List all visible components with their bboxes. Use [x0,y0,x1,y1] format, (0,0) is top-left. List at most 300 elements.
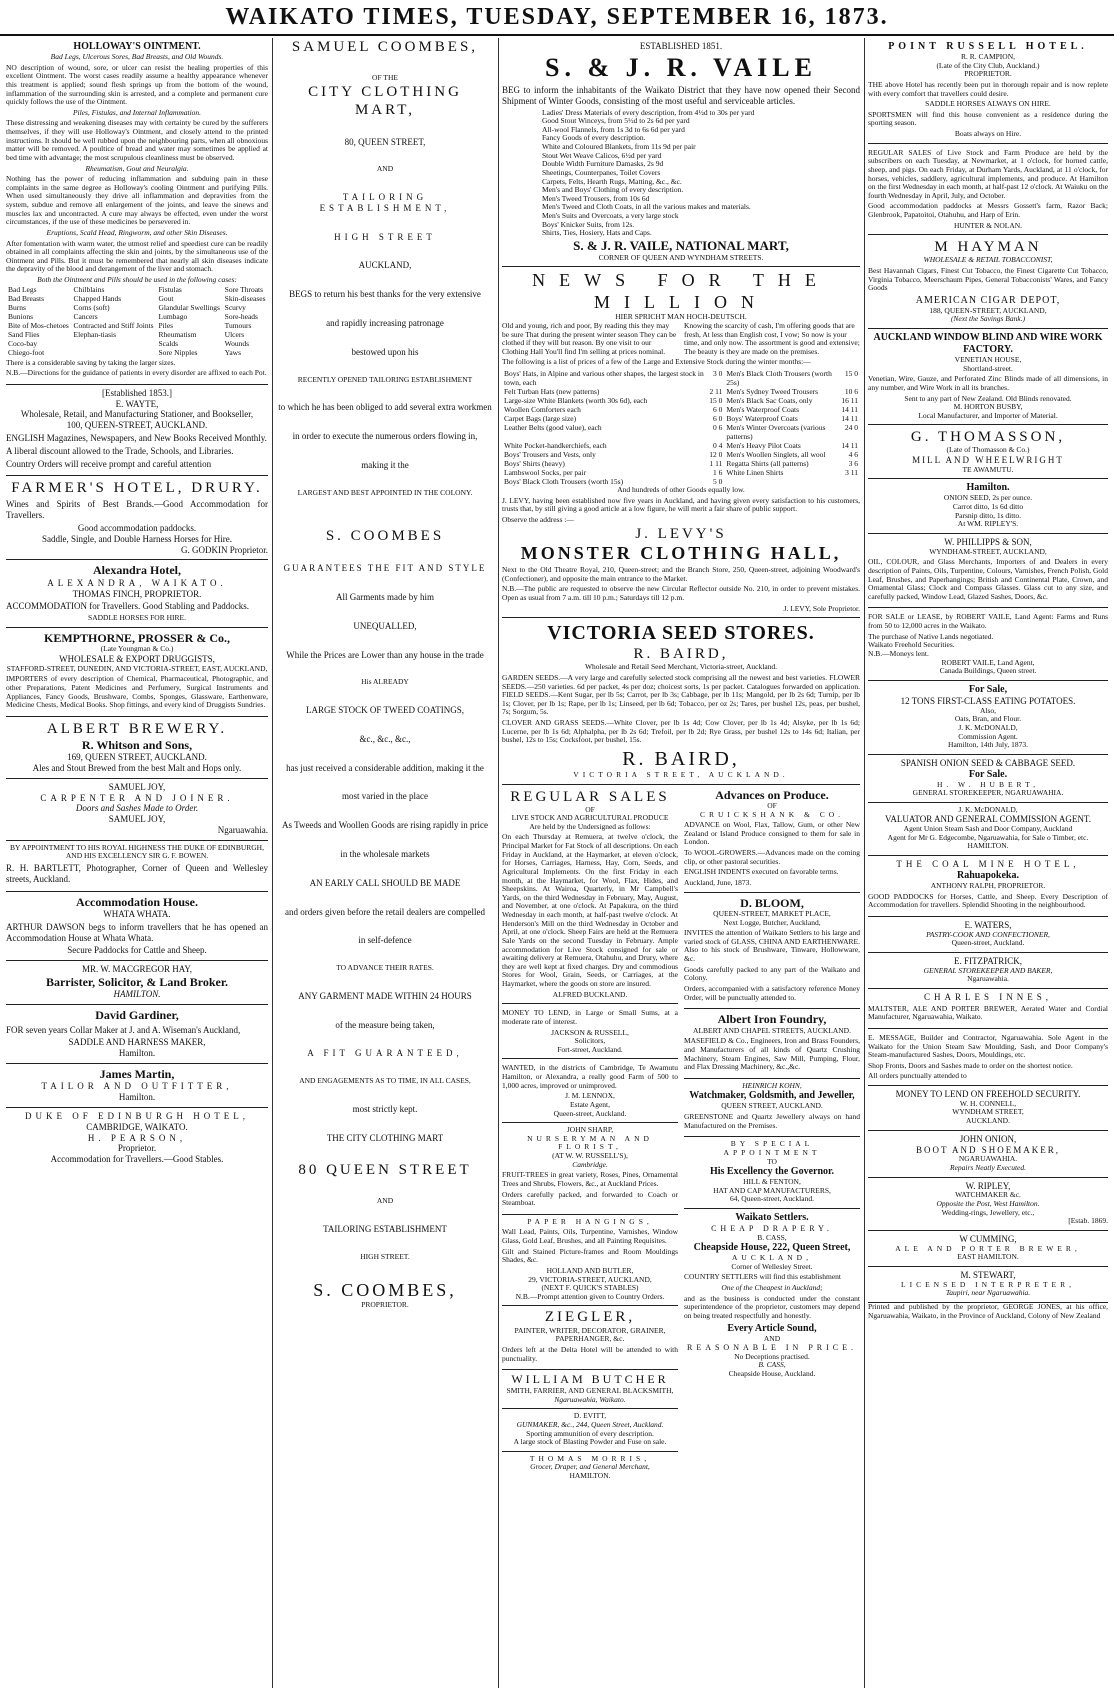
ad-est: [Established 1853.] [102,387,172,398]
ad-text: There is a considerable saving by taking the larger sizes. [6,357,176,367]
coombes-text: UNEQUALLED, [353,620,417,631]
edinburgh-hotel-ad [6,1108,268,1169]
ad-city: AUCKLAND. [966,1116,1010,1126]
coombes-heading: CITY CLOTHING MART, [308,83,462,118]
vaile-item: Carpets, Felts, Hearth Rugs, Matting, &c., &c. [542,176,682,186]
ad-text: SPORTSMEN will find this house convenient as a residence during the sporting season. [868,109,1108,128]
point-russell-ad [868,38,1108,144]
ailment-cell: Bad Legs [8,284,37,294]
price-value: 3 11 [845,468,858,478]
column-rule [864,38,865,1688]
ad-desc: PAINTER, WRITER, DECORATOR, GRAINER, PAPERHANGER, &c. [514,1325,666,1344]
coombes-text: HIGH STREET [334,231,436,242]
price-row [502,450,860,459]
ad-subheading: Eruptions, Scald Head, Ringworm, and other Skin Diseases. [46,227,228,237]
ad-heading: For Sale, [968,683,1008,695]
ad-city: AUCKLAND, [732,1253,812,1263]
ad-sub: Next Logge, Butcher, Auckland, [723,917,821,927]
ad-address: Corner of Wellesley Street. [731,1261,813,1271]
ad-text: INVITES the attention of Waikato Settlers to his large and varied stock of GLASS, CHINA AND EARTHENWARE. Also to his stock of Brushware, Tinware, Hollowware, &c. [684,928,860,964]
ad-heading: AUCKLAND WINDOW BLIND AND WIRE WORK FACTORY. [873,332,1103,355]
ad-heading: REGULAR SALES [510,788,670,805]
coombes-text: All Garments made by him [336,592,434,603]
coombes-text: most varied in the place [342,791,428,802]
ad-name: VENETIAN HOUSE, [954,355,1022,364]
holloway-ad [6,38,268,385]
coombes-text: AND [376,164,394,174]
blind-factory-ad [868,329,1108,425]
ad-name: H. PEARSON, [87,1132,187,1143]
ad-signature: HUNTER & NOLAN. [953,220,1023,230]
ad-signature: M. HORTON BUSBY, [953,402,1023,412]
ailment-cell: Glandular Swellings [158,302,220,312]
ad-text: OF [767,800,777,810]
hunter-nolan-ad [868,144,1108,236]
ad-name: CRUICKSHANK & CO. [699,809,845,819]
ad-proprietor: THOMAS FINCH, PROPRIETOR. [72,588,202,599]
ad-text: GREENSTONE and Quartz Jewellery always on hand Manufactured on the Premises. [684,1112,860,1130]
ad-text: MASEFIELD & Co., Engineers, Iron and Brass Founders, and Manufacturers of all kinds of Quartz Crushing Machinery, Steam Engines, Saw Mill, Pumping, Flour, and Flax Dressing Machinery, &c.,&c. [684,1036,860,1072]
ad-text: Also, [979,705,997,715]
price-item: Carpet Bags (large size) [504,414,577,424]
masthead [0,0,1114,36]
ailment-cell [72,339,157,348]
ailments-table [6,285,268,357]
price-item: White Pocket-handkerchiefs, each [504,441,607,451]
ad-text: Secure Paddocks for Cattle and Sheep. [67,945,207,956]
price-item: Boys' Hats, in Alpine and various other shapes, the largest stock in town, each [504,369,704,388]
ad-text: N.B.—Directions for the guidance of patients in every disorder are affixed to each Pot. [6,368,267,378]
ad-name: J. K. McDONALD, [958,722,1018,732]
ad-text: Wedding-rings, Jewellery, etc., [941,1207,1035,1217]
ad-heading: D. BLOOM, [740,895,804,910]
fenton-ad [684,1137,860,1209]
ad-name: J. K. McDONALD, [958,804,1018,814]
seed-stores-ad [502,618,860,784]
ad-text: CLOVER AND GRASS SEEDS.—White Clover, per lb 1s 4d; Cow Clover, per lb 1s 4d; Alsyke, per lb 1s 6d; Lucerne, per lb 1s 6d; Alphalpha, per lb 2s 6d; Trefoil, per lb 2d; Rye Grass, per bushel 12s to 14s 6d; Italian, per bushel, 12s to 15s; Cocksfoot, per bushel, 15s. [502,718,860,745]
price-item: Large-size White Blankets (worth 30s 6d), each [504,396,648,406]
ad-text: Sent to any part of New Zealand. Old Blinds renovated. [904,393,1072,403]
ad-name: J. LEVY'S [635,525,727,542]
vaile-item: Men's Suits and Overcoats, a very large stock [542,211,679,221]
price-value: 12 0 [709,450,723,460]
price-value [839,477,860,486]
ad-est: [Estab. 1869. [1068,1216,1108,1226]
ad-heading: CHARLES INNES, [923,991,1052,1002]
coombes-heading: AN EARLY CALL SHOULD BE MADE [309,877,461,888]
ailment-cell: Yaws [224,347,241,357]
price-value: 3 6 [848,459,858,469]
ad-place: Ngaruawahia. [217,824,268,835]
price-value: 24 0 [844,423,858,433]
price-item: Men's Black Sac Coats, only [726,396,813,406]
ad-text: N.B.—Prompt attention given to Country Orders. [515,1291,665,1301]
price-row [502,459,860,468]
ad-name: SAMUEL JOY, [108,781,166,792]
ad-place: ALEXANDRA, WAIKATO. [47,577,227,588]
ailment-cell: Corns (soft) [73,302,110,312]
coombes-text: and orders given before the retail dealers are compelled [285,906,485,917]
price-item: Regatta Shirts (all patterns) [726,459,809,469]
ad-heading: NEWS FOR THE MILLION [532,270,830,312]
stewart-ad [868,1267,1108,1303]
vaile-item: Fancy Goods of every description. [542,133,646,143]
ad-address: 188, QUEEN-STREET, AUCKLAND, [929,305,1047,315]
ad-desc: Wholesale and Retail Seed Merchant, Victoria-street, Auckland. [584,662,778,672]
ad-sub: Are held by the Undersigned as follows: [529,821,651,831]
coombes-text: OF THE [372,73,398,82]
ad-text: Country Orders will receive prompt and careful attention [6,458,212,469]
coombes-heading: GUARANTEES THE FIT AND STYLE [283,563,487,574]
ad-heading: E. FITZPATRICK, [954,955,1022,966]
ad-heading: Alexandra Hotel, [93,563,181,578]
ad-text: ADVANCE on Wool, Flax, Tallow, Gum, or other New Zealand or Island Produce consigned to them for sale in London. [684,820,860,847]
ailment-cell: Lumbago [158,311,188,321]
ad-desc: HAT AND CAP MANUFACTURERS, [713,1185,831,1195]
ad-place: Hamilton. [118,1048,156,1059]
ad-address: QUEEN-STREET, MARKET PLACE, [713,908,831,918]
price-value: 4 6 [848,450,858,460]
coombes-text: AUCKLAND, [358,260,412,271]
hayman-ad [868,235,1108,329]
ad-desc: GENERAL STOREKEEPER, NGARUAWAHIA. [912,788,1064,798]
ad-text: Every Article Sound, [727,1322,817,1334]
vaile-item: Shirts, Ties, Hosiery, Hats and Caps. [542,228,652,238]
ad-heading: M HAYMAN [934,239,1042,256]
ad-verse: Old and young, rich and poor, By reading this they may be sure That during the present winter season They can be clothed if they will but reason. By one visit to our Clothing Hall You'll find I'm selling at prices nominal. [502,320,677,356]
ad-text: Carrot ditto, 1s 6d ditto [952,502,1024,512]
ad-text: Observe the address :— [502,514,574,524]
coombes-text: BEGS to return his best thanks for the very extensive [289,289,481,300]
ad-text: Repairs Neatly Executed. [949,1162,1026,1172]
ailment-cell: Sore-heads [224,311,258,321]
ad-shop: Cheapside House, 222, Queen Street, [693,1242,851,1254]
ad-text: ENGLISH Magazines, Newspapers, and New Books Received Monthly. [6,433,267,444]
ad-sub: (NEXT F. QUICK'S STABLES) [541,1283,639,1293]
ailment-cell: Bite of Mos-chetoes [8,320,69,330]
column-rule [272,38,273,1688]
ad-desc: WHOLESALE & EXPORT DRUGGISTS, [59,653,215,664]
vaile-item: Men's and Boys' Clothing of every description. [542,185,684,195]
coombes-text: TO ADVANCE THEIR RATES. [336,963,434,973]
ad-text: REASONABLE IN PRICE. [686,1343,857,1353]
price-value: 1 11 [709,459,723,469]
ad-text: ONION SEED, 2s per ounce. [943,493,1033,503]
ad-address: VICTORIA STREET, AUCKLAND. [573,769,789,779]
ad-heading: His Excellency the Governor. [709,1166,835,1178]
ad-subheading: Rheumatism, Gout and Neuralgia. [85,163,189,173]
ad-place: Cambridge. [572,1159,608,1169]
macgregor-ad [6,961,268,1005]
ad-text: Shop Fronts, Doors and Sashes made to order on the shortest notice. [868,1060,1073,1070]
sharp-ad [502,1123,678,1215]
ailment-cell: Wounds [224,338,250,348]
ad-text: ENGLISH INDENTS executed on favorable terms. [684,867,839,877]
coombes-text: bestowed upon his [351,346,419,357]
ad-heading: For Sale. [968,768,1008,780]
ad-text: A large stock of Blasting Powder and Fuse on sale. [513,1437,667,1447]
ailment-cell: Piles [158,320,174,330]
ad-heading: ZIEGLER, [544,1309,636,1326]
ad-text: Doors and Sashes Made to Order. [75,803,199,814]
ad-heading: POINT RUSSELL HOTEL. [888,41,1088,52]
ailment-cell: Chapped Hands [73,293,122,303]
column-2 [276,38,494,1688]
coombes-text: HIGH STREET. [360,1251,410,1261]
price-value: 10 6 [844,387,858,397]
albert-brewery-ad [6,717,268,779]
ad-name: J. M. LENNOX, [565,1091,615,1101]
price-value: 6 0 [712,405,723,415]
ad-depot: AMERICAN CIGAR DEPOT, [915,294,1061,306]
ad-text: Good accommodation paddocks at Messrs Gossett's farm, Razor Back; Glenbrook, Papatoitoi, Otahuhu, and Harp of Erin. [868,201,1108,219]
ad-place: HAMILTON. [569,1471,611,1480]
ailment-cell: Scurvy [224,302,246,312]
ailments-row [6,303,268,312]
ailment-cell: Bad Breasts [8,293,45,303]
butcher-ad [502,1370,678,1409]
whata-ad [6,892,268,962]
ailments-row [6,294,268,303]
price-value: 3 0 [712,369,723,379]
ad-desc: Grocer, Draper, and General Merchant, [530,1462,650,1472]
ad-name: R. BAIRD, [633,646,729,663]
ailment-cell: Sand Flies [8,329,40,339]
ad-heading: THE COAL MINE HOTEL, [896,859,1080,870]
ailment-cell: Ulcers [224,329,245,339]
ad-name: JOHN SHARP, [566,1125,614,1135]
ad-desc: ALE AND PORTER BREWER, [895,1243,1081,1253]
ad-heading: VALUATOR AND GENERAL COMMISSION AGENT. [885,814,1091,825]
ad-text: Wall Lead, Paints, Oils, Turpentine, Varnishes, Window Glass, Gold Leaf, Brushes, and all Painting Requisites. [502,1227,678,1246]
ad-text: The following is a list of prices of a few of the Large and Extensive Stock during the winter months:— [502,357,811,367]
ailments-row [6,321,268,330]
ad-name: HOLLAND AND BUTLER, [546,1265,634,1275]
ailments-row [6,339,268,348]
price-row [502,387,860,396]
ad-signature: SAMUEL JOY, [108,814,166,825]
ripley-watch-ad [868,1178,1108,1231]
ad-address: Queen-street, Auckland. [553,1108,627,1118]
ad-address: 169, QUEEN STREET, AUCKLAND. [67,752,207,763]
ad-heading: W. PHILLIPPS & SON, [944,536,1032,547]
ailment-cell: Contracted and Stiff Joints [73,320,154,330]
ad-heading: Albert Iron Foundry, [717,1012,827,1027]
ad-text: Wines and Spirits of Best Brands.—Good Accommodation for Travellers. [6,499,268,521]
ad-signature: ALFRED BUCKLAND. [552,989,628,999]
ad-text: MALTSTER, ALE AND PORTER BREWER, Aerated Water and Cordial Manufacturer, Ngaruawahia, Waikato. [868,1003,1108,1022]
ad-subheading: Bad Legs, Ulcerous Sores, Bad Breasts, and Old Wounds. [50,52,224,61]
ad-heading: James Martin, [99,1066,175,1081]
ad-text: All orders punctually attended to [868,1071,967,1081]
ad-desc: Solicitors, [574,1036,606,1046]
ad-place: HAMILTON. [967,841,1009,851]
coombes-signature: S. COOMBES, [313,1279,457,1300]
ad-name: M. STEWART, [960,1269,1016,1280]
ad-text: Saddle, Single, and Double Harness Horses for Hire. [42,533,232,544]
ad-date: Hamilton, 14th July, 1873. [948,740,1028,750]
evitt-ad [502,1409,678,1452]
coal-mine-hotel-ad [868,856,1108,917]
price-value: 14 11 [841,441,858,451]
fitzpatrick-ad [868,953,1108,989]
ad-subheading: Both the Ointment and Pills should be used in the following cases: [37,275,237,284]
waters-ad [868,917,1108,953]
ad-heading: VICTORIA SEED STORES. [547,622,815,645]
price-item: Boys' Shirts (heavy) [504,459,565,469]
ad-desc: LIVE STOCK AND AGRICULTURAL PRODUCE [511,813,669,823]
bartlett-ad [6,841,268,892]
vaile-item: Stout Wet Weave Calicos, 6½d per yard [542,150,662,160]
ad-place: EAST HAMILTON. [957,1252,1019,1262]
coombes-text: A FIT GUARANTEED, [307,1048,463,1059]
ad-address: 29, VICTORIA-STREET, AUCKLAND, [528,1274,652,1284]
ad-name: THOMAS MORRIS, [529,1453,651,1463]
vaile-item: Men's Tweed Trousers, from 10s 6d [542,193,650,203]
ad-name: JOHN ONION, [959,1133,1017,1144]
ailment-cell: Coco-bay [8,338,38,348]
ad-desc: PASTRY-COOK AND CONFECTIONER, [926,929,1050,939]
ad-text: Boats always on Hire. [954,129,1022,138]
connell-ad [868,1086,1108,1131]
ad-title: MILL AND WHEELWRIGHT [912,455,1064,465]
coombes-text: PROPRIETOR. [361,1300,409,1310]
ailment-cell: Tumours [224,320,252,330]
martin-ad [6,1064,268,1108]
price-value: 16 11 [841,396,858,406]
ad-text: REGULAR SALES of Live Stock and Farm Produce are held by the subscribers on each Tuesday, at Newmarket, at 1 o'clock, for horned cattle, sheep, and pigs. On each Friday, at Durham Yards, Auckland, at 11 o'clock, for horses, vehicles, saddlery, agricultural implements, and produce. At Hamilton on the first Wednesday in each month, at half-past 12 o'clock. At Waiuku on the fourth Wednesday in April, July, and October. [868,147,1108,200]
ad-text: Sporting ammunition of every description. [526,1428,654,1438]
ad-text: Agent Union Steam Sash and Door Company, Auckland [903,824,1073,834]
ad-address: Fort-street, Auckland. [557,1044,623,1054]
hubert-ad [868,755,1108,803]
ad-signature: ROBERT VAILE, Land Agent, [941,657,1035,667]
ad-heading: Barrister, Solicitor, & Land Broker. [45,974,229,989]
ailment-cell: Fistulas [158,284,182,294]
ad-desc: GUNMAKER, &c., 244, Queen Street, Auckland. [516,1419,664,1429]
price-item: Boys' Trousers and Vests, only [504,450,596,460]
ad-place: WHATA WHATA. [103,908,171,919]
ad-desc: SMITH, FARRIER, AND GENERAL BLACKSMITH, [506,1386,674,1395]
column-4 [868,38,1108,1688]
vaile-item: Good Stout Winceys, from 5½d to 2s 6d per yard [542,116,690,126]
levy-ad [502,267,860,618]
ad-address: ALBERT AND CHAPEL STREETS, AUCKLAND. [693,1025,851,1035]
ad-signature: G. GODKIN Proprietor. [181,544,268,555]
price-item: Men's Waterproof Coats [726,405,800,415]
coombes-text: has just received a considerable addition, making it the [286,762,484,773]
ad-text: SADDLE HORSES FOR HIRE. [88,613,186,623]
price-row [502,414,860,423]
ad-heading: NURSERYMAN AND FLORIST, [527,1133,653,1152]
ad-address: STAFFORD-STREET, DUNEDIN, AND VICTORIA-STREET, EAST, AUCKLAND, [6,663,268,673]
ad-desc: LICENSED INTERPRETER, [901,1279,1075,1289]
coombes-heading: S. COOMBES [325,528,445,545]
coombes-text: TAILORING ESTABLISHMENT [323,1224,447,1235]
coombes-heading: TAILORING ESTABLISHMENT, [319,192,451,213]
ad-heading: CARPENTER AND JOINER. [40,792,234,803]
column-3 [502,38,860,1688]
ad-text: Best Havannah Cigars, Finest Cut Tobacco, the Finest Cigarette Cut Tobacco, Virginia Tobacco, Meerschaum Pipes, General Tobacconists' Wares, and Fancy Goods [868,265,1108,293]
coombes-text: AND ENGAGEMENTS AS TO TIME, IN ALL CASES, [299,1076,471,1086]
lennox-ad [502,1059,678,1123]
price-value: 14 11 [841,405,858,415]
ad-text: MONEY TO LEND, in Large or Small Sums, at a moderate rate of interest. [502,1008,678,1026]
price-item: Men's Black Cloth Trousers (worth 25s) [726,369,832,388]
ad-text: FOR SALE or LEASE, by ROBERT VAILE, Land Agent: Farms and Runs from 50 to 12,000 acres in the Waikato. [868,612,1108,631]
ad-heading: Accommodation House. [76,894,198,909]
ad-proprietor: ANTHONY RALPH, PROPRIETOR. [930,880,1046,890]
ad-text: Good accommodation paddocks. [77,523,197,534]
ad-text: Oats, Bran, and Flour. [954,714,1022,724]
coombes-heading: LARGE STOCK OF TWEED COATINGS, [306,705,464,716]
coombes-text: making it the [361,459,409,470]
bloom-ad [684,893,860,1010]
coombes-text: ANY GARMENT MADE WITHIN 24 HOURS [298,990,472,1001]
ad-text: J. LEVY, having been established now five years in Auckland, and having given every satisfaction to his customers, trusts that, by still giving a good article at a low figure, he will merit a fair share of public support. [502,495,860,514]
price-item: Men's Sydney Tweed Trousers [726,387,819,397]
ad-verse: Knowing the scarcity of cash, I'm offering goods that are fresh, At less than English cost, I vow; So now is your time, and only now. The assortment is good and extensive; The beauty is they are made on the premises. [684,320,860,356]
price-row [502,441,860,450]
ad-text: Nothing has the power of reducing inflammation and subduing pain in these complaints in the same degree as Holloway's cooling Ointment and purifying Pills. When used simultaneously they drive all inflammation and depravities from the system, subdue and remove all enlargement of the joints, and leave the sinews and muscles lax and uncontracted. A cure may always be effected, even under the worst circumstances, if the use of these medicines be persevered in. [6,174,268,227]
ad-text: FOR seven years Collar Maker at J. and A. Wiseman's Auckland, [6,1024,241,1035]
coombes-text: 80, QUEEN STREET, [344,136,426,147]
ad-text: Orders carefully packed, and forwarded to Coach or Steamboat. [502,1189,678,1208]
kempthorne-ad [6,628,268,717]
ad-text: GARDEN SEEDS.—A very large and carefully selected stock comprising all the newest and best varieties. FLOWER SEEDS.—250 varieties. 6d per packet, 4s per doz; choicest sorts, 1s per packet. Catalogues forwarded on application. FIELD SEEDS.—Kent Sugar, per lb 5s; Carrot, per lb 3s; Cabbage, per lb 11s; Mangold, per lb 2s 6d; Turnip, per lb 1s; Clover, per lb 1s; Rape, per lb 1s; Linseed, per lb 6d; Tobacco, per oz 2s; Tares, per bushel 12s, peas, per bushel, 7s; Sorgum, 5s. [502,672,860,717]
buckland-ad [502,785,678,1005]
ad-address: Cheapside House, Auckland. [728,1369,816,1379]
ad-desc: Wholesale, Retail, and Manufacturing Stationer, and Bookseller, [20,409,254,420]
ad-text: COUNTRY SETTLERS will find this establishment [684,1272,842,1282]
ad-heading: G. THOMASSON, [910,429,1066,446]
price-value: 5 0 [712,477,723,487]
ad-name: R. Whitson and Sons, [81,737,193,752]
ad-heading: WILLIAM BUTCHER [511,1372,669,1387]
ad-text: These distressing and weakening diseases may with certainty be cured by the sufferers themselves, if they will use Holloway's Ointment, and closely attend to the printed instructions. It should be well rubbed upon the neighbouring parts, when all obnoxious matter will be removed. A poultice of bread and water may sometimes be applied at bed time with advantage; the most scrupulous cleanliness must be observed. [6,118,268,162]
ad-text: FRUIT-TREES in great variety, Roses, Pines, Ornamental Trees and Shrubs, Flowers, &c., at Auckland Prices. [502,1170,678,1188]
ad-heading: David Gardiner, [95,1008,179,1023]
ad-desc: WHOLESALE & RETAIL TOBACCONIST, [923,255,1053,265]
ad-text: ACCOMMODATION for Travellers. Good Stabling and Paddocks. [6,601,249,612]
ad-name: H. W. HUBERT, [936,779,1040,789]
ad-text: and as the business is conducted under the constant superintendence of the proprietor, customers may depend on being treated respectfully and honestly. [684,1293,860,1320]
ailments-row [6,348,268,357]
coombes-text: RECENTLY OPENED TAILORING ESTABLISHMENT [297,374,473,384]
ailment-cell: Bunions [8,311,34,321]
ad-text: GOOD PADDOCKS for Horses, Cattle, and Sheep. Every Description of Accommodation for travellers. Splendid Shooting in the neighbourhood. [868,891,1108,910]
vaile-item: Men's Tweed and Cloth Coats, in all the various makes and materials. [542,202,751,212]
ad-heading: HOLLOWAY'S OINTMENT. [73,41,201,52]
price-row [502,396,860,405]
ad-text: SADDLE HORSES ALWAYS ON HIRE. [925,99,1051,109]
vaile-item: Ladies' Dress Materials of every description, from 4½d to 30s per yard [542,107,755,117]
ailment-cell: Chiego-foot [8,347,45,357]
ad-proprietor: Proprietor. [117,1143,157,1154]
coombes-name: SAMUEL COOMBES, [291,39,479,55]
ad-place: Ngaruawahia. [967,974,1009,984]
price-item: Men's Winter Overcoats (various patterns) [726,423,826,442]
price-item: White Linen Shirts [726,468,784,478]
ad-signature: J. LEVY, Sole Proprietor. [783,603,860,613]
coombes-text: of the measure being taken, [335,1019,435,1030]
ad-desc: TAILOR AND OUTFITTER, [41,1081,233,1092]
ad-text: Orders, accompanied with a satisfactory reference Money Order, will be punctually attended to. [684,983,860,1002]
ad-sub: HIER SPRICHT MAN HOCH-DEUTSCH. [615,312,747,322]
ad-address: Next to the Old Theatre Royal, 210, Queen-street; and the Branch Store, 250, Queen-street, adjoining Woodward's (Confectioner), and opposite the main entrance to the Market. [502,565,860,583]
ad-heading: MONEY TO LEND ON FREEHOLD SECURITY. [895,1089,1081,1100]
wayte-ad [6,385,268,477]
